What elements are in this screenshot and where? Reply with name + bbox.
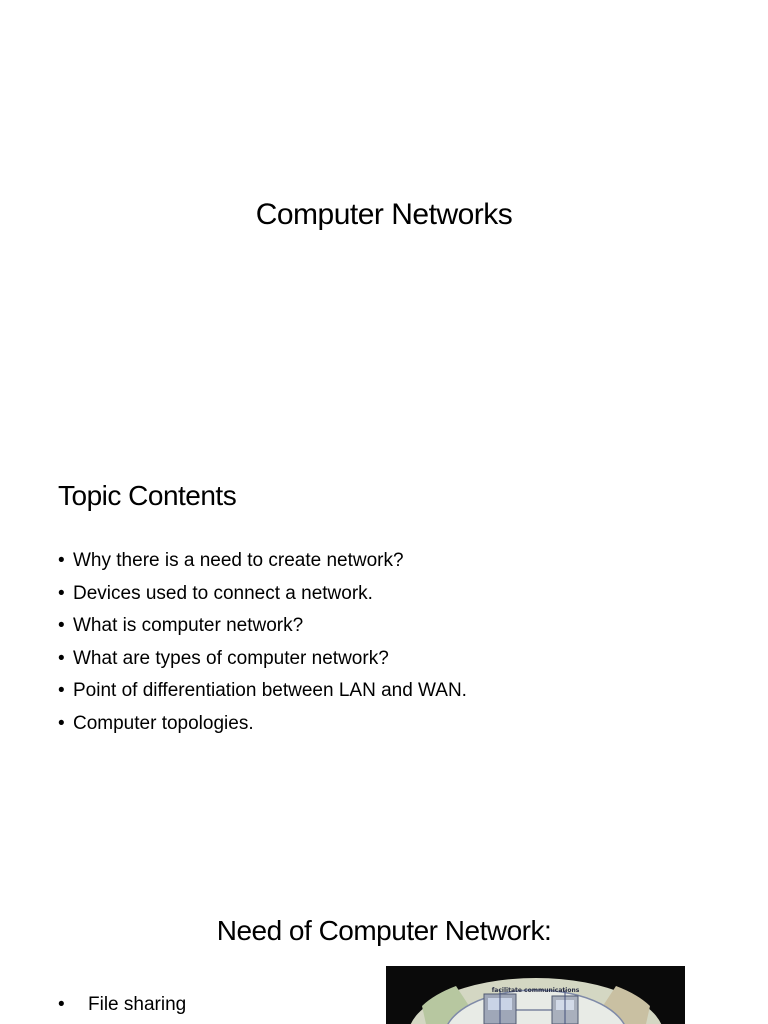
list-item (58, 646, 467, 679)
need-list (58, 992, 186, 1018)
list-item (58, 548, 467, 581)
bullet-icon: • (58, 615, 65, 636)
list-item-text: Computer topologies. (73, 712, 254, 734)
list-item (58, 581, 467, 614)
bullet-icon: • (58, 994, 65, 1015)
bullet-icon: • (58, 647, 65, 669)
network-diagram-image (386, 966, 685, 1024)
bullet-icon: • (58, 582, 65, 604)
topic-list (58, 548, 467, 743)
image-caption: facilitate communications (491, 987, 580, 994)
list-item (58, 711, 467, 744)
list-item (58, 613, 467, 646)
need-heading: Need of Computer Network: (216, 915, 552, 946)
network-illustration-icon (386, 966, 685, 1024)
list-item-text: Devices used to connect a network. (73, 582, 373, 604)
bullet-icon: • (58, 680, 65, 701)
list-item (58, 992, 186, 1018)
list-item-text: File sharing (88, 994, 187, 1015)
bullet-icon: • (58, 712, 65, 734)
topic-contents-heading: Topic Contents (58, 480, 237, 511)
bullet-icon: • (58, 550, 65, 571)
list-item (58, 678, 467, 711)
list-item-text: Why there is a need to create network? (73, 550, 404, 571)
list-item-text: Point of differentiation between LAN and WAN. (73, 680, 467, 701)
slide-title: Computer Networks (255, 198, 513, 231)
list-item-text: What are types of computer network? (73, 647, 389, 669)
list-item-text: What is computer network? (73, 615, 304, 636)
